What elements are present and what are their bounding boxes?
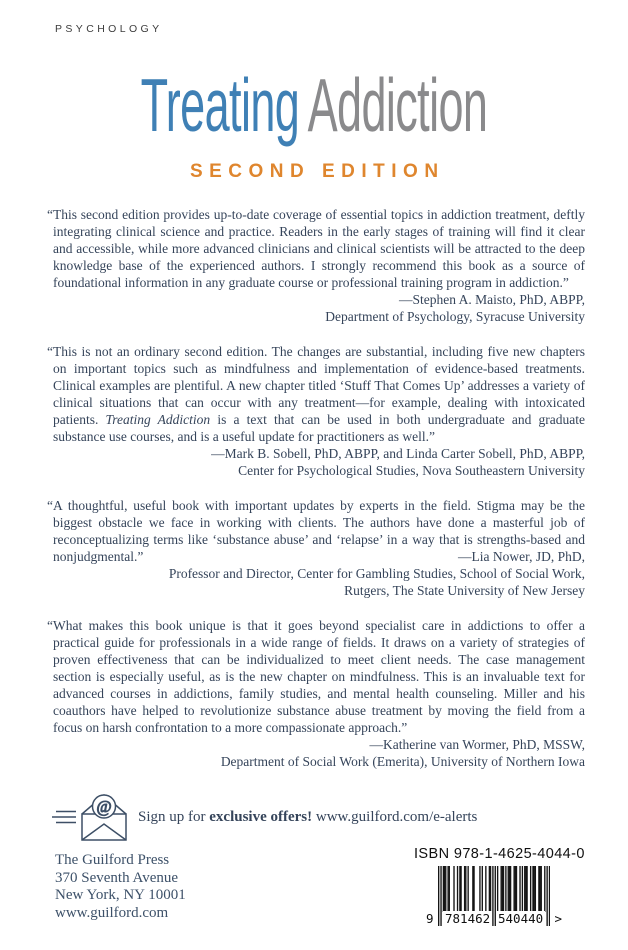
quote-attribution — [53, 736, 585, 770]
isbn-label: ISBN 978-1-4625-4044-0 — [414, 846, 585, 862]
attribution-line: —Lia Nower, JD, PhD, — [458, 549, 585, 564]
attribution-line: —Stephen A. Maisto, PhD, ABPP, — [398, 292, 585, 307]
attribution-line: Rutgers, The State University of New Jersey — [344, 583, 585, 598]
endorsement-quote — [47, 343, 585, 479]
barcode-digit-lead: 9 — [426, 911, 434, 926]
attribution-line: Professor and Director, Center for Gambling Studies, School of Social Work, — [168, 566, 585, 581]
endorsement-quote — [47, 617, 585, 770]
signup-text — [138, 809, 477, 826]
title-word-treating: Treating — [140, 63, 300, 147]
quote-attribution — [53, 308, 585, 325]
attribution-line: —Mark B. Sobell, PhD, ABPP, and Linda Carter Sobell, PhD, ABPP, — [211, 446, 585, 461]
endorsement-quote — [47, 497, 585, 599]
barcode — [426, 866, 562, 926]
quote-attribution — [53, 565, 585, 599]
barcode-digits-right: 540440 — [498, 911, 544, 926]
envelope-email-icon — [50, 790, 130, 844]
signup-url: www.guilford.com/e-alerts — [315, 808, 478, 825]
quote-body: “A thoughtful, useful book with important updates by experts in the field. Stigma may be the biggest obstacle we face in working with clients. The authors have done a masterful job of reconceptualizing terms like ‘substance abuse’ and ‘relapse’ in a way that is strengths-based and nonjudgmental.” — [47, 498, 585, 564]
barcode-digits-left: 781462 — [445, 911, 491, 926]
quote-attribution — [53, 445, 585, 479]
attribution-line: Department of Psychology, Syracuse University — [325, 309, 585, 324]
quote-text — [47, 343, 585, 445]
publisher-info — [55, 852, 186, 922]
title-word-addiction: Addiction — [307, 63, 488, 147]
signup-section — [50, 790, 477, 844]
publisher-website: www.guilford.com — [55, 904, 169, 921]
quote-text — [47, 617, 585, 736]
book-title-text — [141, 64, 488, 147]
barcode-suffix: > — [554, 911, 562, 926]
barcode-section — [408, 846, 588, 926]
attribution-line: Department of Social Work (Emerita), University of Northern Iowa — [220, 754, 585, 769]
edition-label: SECOND EDITION — [189, 161, 445, 182]
attribution-line: —Katherine van Wormer, PhD, MSSW, — [369, 737, 585, 752]
quote-body: “This is not an ordinary second edition. The changes are substantial, including five new chapters on important topics such as mindfulness and implementation of evidence-based treatments. Clinical examples are plentiful. A new chapter titled ‘Stuff That Comes Up’ addresses a variety of clinical situations that can occur with any treatment—for example, dealing with intoxicated patients. — [47, 344, 585, 427]
at-symbol: @ — [96, 797, 112, 816]
quote-body: “What makes this book unique is that it goes beyond specialist care in addictions to offer a practical guide for professionals in a wide range of fields. It draws on a variety of strategies of proven effectiveness that can be individualized to meet client needs. The case management section is especially useful, as is the new chapter on mindfulness. This is an invaluable text for advanced courses in addictions, family studies, and mental health counseling. Miller and his coauthors have helped to revolutionize substance abuse treatment by moving the field from a focus on harsh confrontation to a more compassionate approach.” — [47, 618, 585, 735]
quote-body: “This second edition provides up-to-date coverage of essential topics in addiction treatment, deftly integrating clinical science and practice. Readers in the early stages of training will find it clear and accessible, while more advanced clinicians and clinical scientists will be attracted to the deep knowledge base of the experienced authors. I strongly recommend this book as a source of foundational information in any graduate course or professional training program in addiction.” — [47, 207, 585, 290]
quote-text — [47, 206, 585, 308]
attribution-line: Center for Psychological Studies, Nova Southeastern University — [238, 463, 585, 478]
signup-offer-bold: exclusive offers! — [209, 808, 313, 825]
quote-book-title-italic: Treating Addiction — [105, 412, 211, 427]
endorsement-quotes — [47, 206, 585, 788]
endorsement-quote — [47, 206, 585, 325]
signup-prefix: Sign up for — [138, 808, 210, 825]
publisher-address-line: 370 Seventh Avenue — [55, 869, 179, 886]
book-title — [0, 64, 628, 147]
publisher-name: The Guilford Press — [55, 852, 170, 868]
category-label: PSYCHOLOGY — [55, 23, 163, 35]
quote-text — [47, 497, 585, 565]
quote-body: is a text that can be used in both undergraduate and graduate substance use courses, and is a useful update for practitioners as well.” — [53, 412, 585, 444]
publisher-address-line: New York, NY 10001 — [55, 887, 186, 904]
